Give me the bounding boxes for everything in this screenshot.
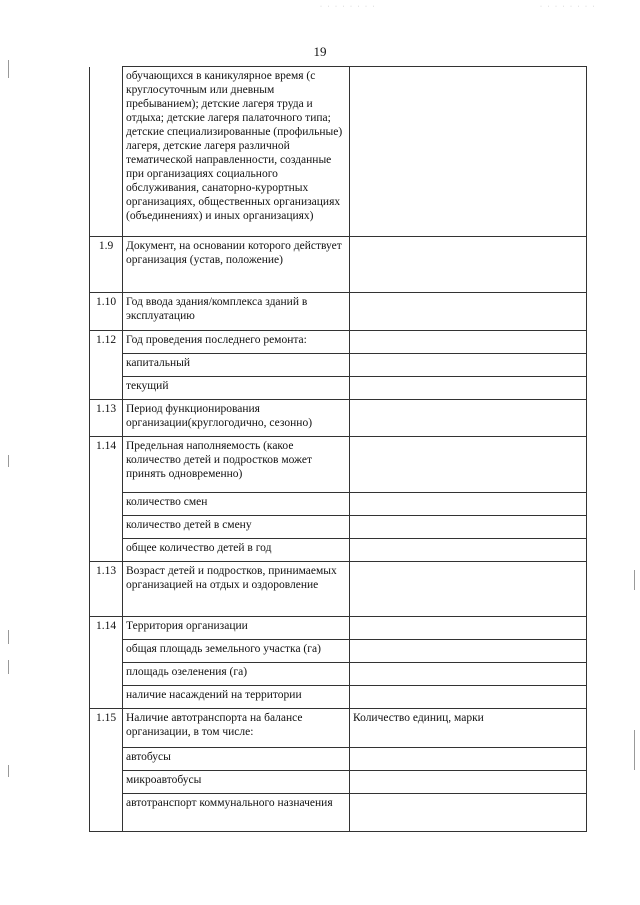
item-value-cell[interactable] (350, 663, 587, 686)
questionnaire-table (89, 66, 587, 832)
item-description: общее количество детей в год (123, 539, 350, 562)
item-number (90, 794, 123, 832)
scan-artifact-top-right: · · · · · · · · (540, 4, 597, 10)
item-value-cell[interactable] (350, 539, 587, 562)
item-number: 1.14 (90, 617, 123, 640)
item-description: количество смен (123, 493, 350, 516)
item-description: автобусы (123, 748, 350, 771)
item-value-cell[interactable] (350, 293, 587, 331)
item-description: наличие насаждений на территории (123, 686, 350, 709)
table-row (90, 686, 587, 709)
table-row (90, 640, 587, 663)
scan-artifact-top: · · · · · · · · (320, 4, 377, 10)
table-row (90, 354, 587, 377)
table-row (90, 437, 587, 493)
item-value-cell[interactable] (350, 377, 587, 400)
item-number: 1.12 (90, 331, 123, 354)
item-number (90, 67, 123, 237)
table-row (90, 377, 587, 400)
item-description: капитальный (123, 354, 350, 377)
table-row (90, 67, 587, 237)
table-row (90, 562, 587, 617)
page-number: 19 (313, 44, 327, 59)
item-number: 1.15 (90, 709, 123, 748)
item-number: 1.9 (90, 237, 123, 293)
item-description: текущий (123, 377, 350, 400)
scan-mark (8, 630, 9, 644)
item-value-cell[interactable] (350, 516, 587, 539)
item-number (90, 354, 123, 377)
item-description: Год проведения последнего ремонта: (123, 331, 350, 354)
item-number (90, 663, 123, 686)
item-description: количество детей в смену (123, 516, 350, 539)
scan-mark (8, 455, 9, 467)
item-description: Наличие автотранспорта на балансе организации, в том числе: (123, 709, 350, 748)
item-description: Предельная наполняемость (какое количество детей и подростков может принять одновременно) (123, 437, 350, 493)
item-number (90, 377, 123, 400)
item-description: Период функционирования организации(круглогодично, сезонно) (123, 400, 350, 437)
item-number: 1.13 (90, 400, 123, 437)
item-value-cell[interactable] (350, 686, 587, 709)
scan-mark (8, 60, 9, 78)
item-number: 1.14 (90, 437, 123, 493)
item-description: автотранспорт коммунального назначения (123, 794, 350, 832)
item-description: Документ, на основании которого действует организация (устав, положение) (123, 237, 350, 293)
item-description: Год ввода здания/комплекса зданий в эксплуатацию (123, 293, 350, 331)
item-value-cell[interactable] (350, 400, 587, 437)
table-row (90, 293, 587, 331)
item-value-cell[interactable] (350, 562, 587, 617)
item-value-cell[interactable] (350, 748, 587, 771)
item-value-cell[interactable] (350, 237, 587, 293)
item-number (90, 771, 123, 794)
item-value-cell[interactable] (350, 331, 587, 354)
table-row (90, 493, 587, 516)
item-number: 1.10 (90, 293, 123, 331)
table-row (90, 748, 587, 771)
table-row (90, 539, 587, 562)
scan-mark (8, 765, 9, 777)
scan-mark (634, 730, 635, 770)
table-row (90, 663, 587, 686)
item-description: Территория организации (123, 617, 350, 640)
item-value-cell[interactable] (350, 771, 587, 794)
table-row (90, 331, 587, 354)
item-value-cell[interactable] (350, 67, 587, 237)
item-value-cell[interactable]: Количество единиц, марки (350, 709, 587, 748)
item-description: площадь озеленения (га) (123, 663, 350, 686)
item-description: Возраст детей и подростков, принимаемых организацией на отдых и оздоровление (123, 562, 350, 617)
item-number (90, 493, 123, 516)
item-number (90, 748, 123, 771)
item-number (90, 516, 123, 539)
scan-mark (634, 570, 635, 590)
table-row (90, 237, 587, 293)
table-row (90, 794, 587, 832)
item-value-cell[interactable] (350, 640, 587, 663)
table-row (90, 516, 587, 539)
scan-mark (8, 660, 9, 674)
item-value-cell[interactable] (350, 617, 587, 640)
item-number (90, 640, 123, 663)
item-value-cell[interactable] (350, 354, 587, 377)
item-value-cell[interactable] (350, 794, 587, 832)
item-number (90, 686, 123, 709)
table-row (90, 617, 587, 640)
table-row (90, 771, 587, 794)
table-row (90, 400, 587, 437)
item-value-cell[interactable] (350, 437, 587, 493)
item-description: микроавтобусы (123, 771, 350, 794)
item-description: обучающихся в каникулярное время (с круглосуточным или дневным пребыванием); детские лагеря труда и отдыха; детские лагеря палаточного типа; детские специализированные (профильные) лагеря, детские лагеря различной тематической направленности, созданные при организациях социального обслуживания, санаторно-курортных организациях, общественных организациях (объединениях) и иных организациях) (123, 67, 350, 237)
table-row (90, 709, 587, 748)
item-number: 1.13 (90, 562, 123, 617)
item-description: общая площадь земельного участка (га) (123, 640, 350, 663)
item-value-cell[interactable] (350, 493, 587, 516)
item-number (90, 539, 123, 562)
